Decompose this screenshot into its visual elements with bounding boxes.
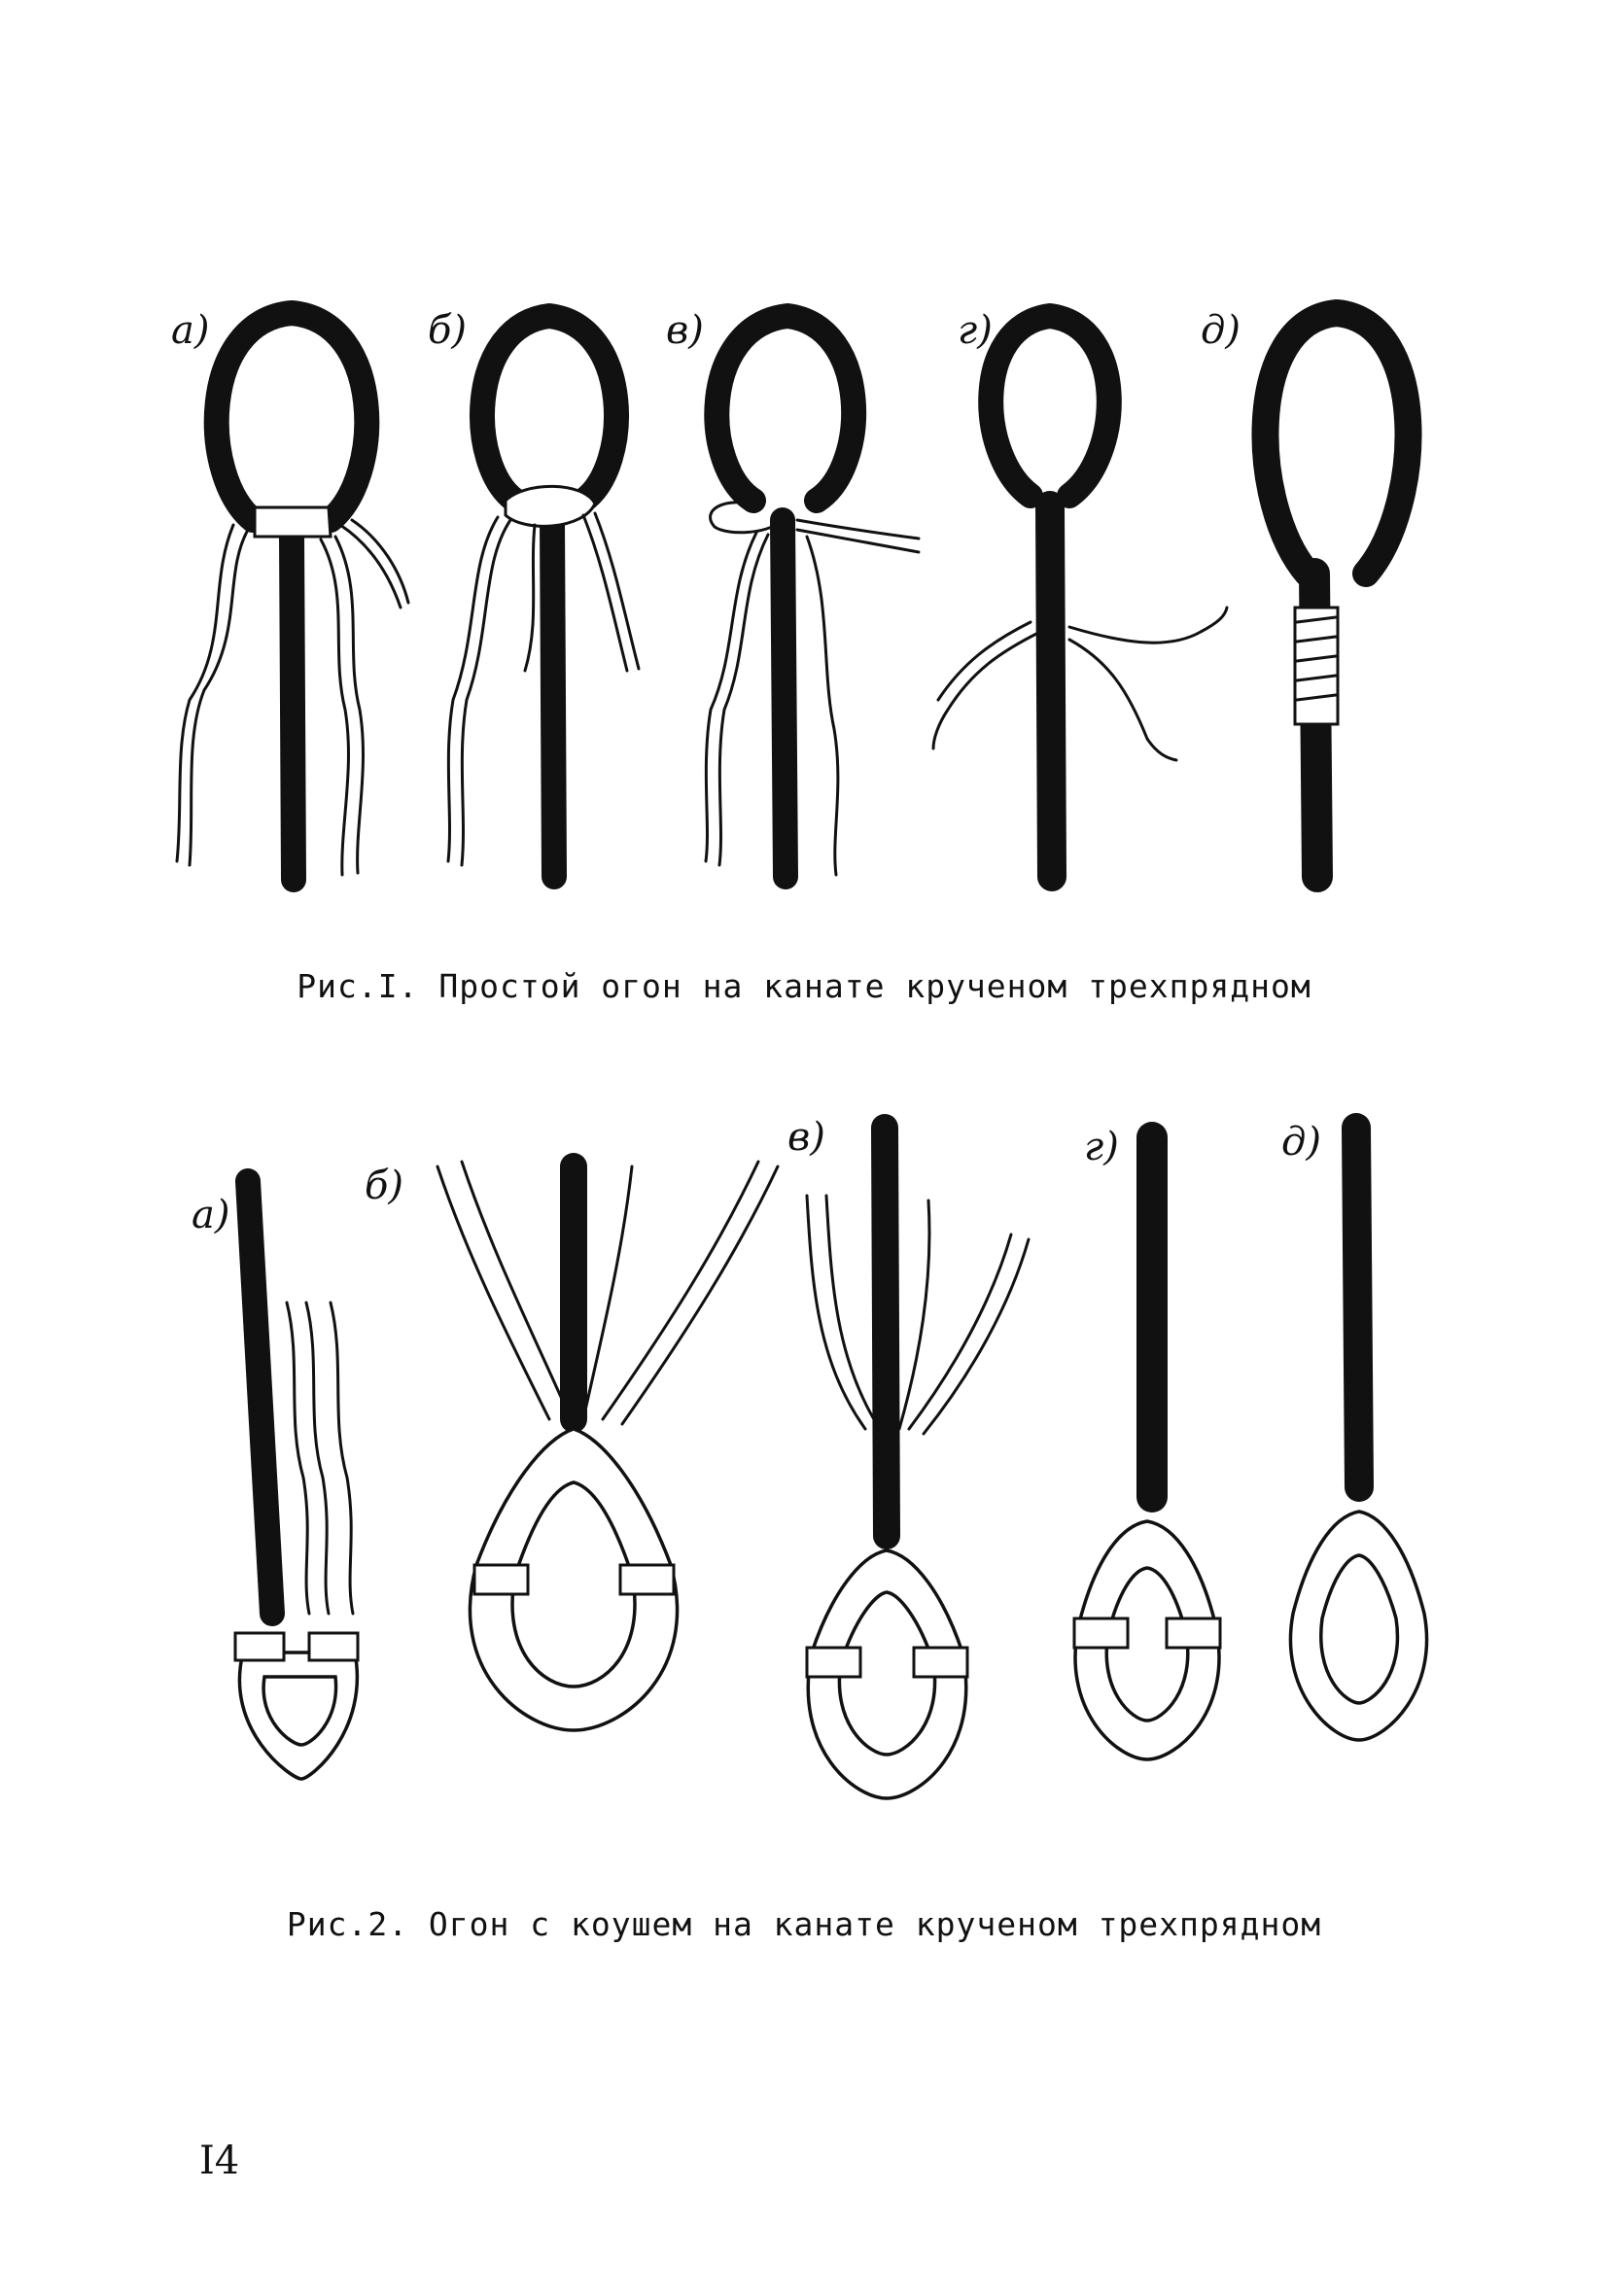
fig1-eye-d bbox=[1265, 313, 1408, 877]
fig2-thimble-g bbox=[1074, 1137, 1220, 1759]
fig1-label-g: г) bbox=[958, 308, 993, 353]
fig2-label-b: б) bbox=[365, 1164, 404, 1208]
fig1-label-b: б) bbox=[428, 308, 468, 353]
fig2-label-v: в) bbox=[787, 1115, 825, 1160]
fig1-label-v: в) bbox=[666, 308, 704, 353]
fig1-eye-v bbox=[706, 316, 919, 877]
fig2-thimble-b bbox=[437, 1162, 778, 1730]
figure-2-drawing bbox=[0, 1108, 1608, 1866]
figure-1-caption: Рис.I. Простой огон на канате крученом трехпрядном bbox=[297, 967, 1311, 1005]
fig2-label-d: д) bbox=[1281, 1120, 1321, 1165]
fig2-label-g: г) bbox=[1084, 1125, 1119, 1169]
fig1-eye-g bbox=[933, 316, 1227, 877]
figure-1 bbox=[0, 282, 1608, 904]
fig1-eye-b bbox=[448, 316, 639, 877]
figure-1-drawing bbox=[0, 282, 1608, 904]
page-number: I4 bbox=[199, 2139, 240, 2183]
fig2-label-a: а) bbox=[192, 1193, 230, 1237]
fig1-eye-a bbox=[177, 313, 408, 880]
fig2-thimble-v bbox=[807, 1128, 1029, 1798]
fig2-thimble-d bbox=[1290, 1128, 1426, 1740]
fig1-label-a: а) bbox=[171, 308, 210, 353]
figure-2-caption: Рис.2. Огон с коушем на канате крученом трехпрядном bbox=[286, 1905, 1322, 1943]
fig1-label-d: д) bbox=[1201, 308, 1241, 353]
fig2-thimble-a bbox=[235, 1181, 358, 1779]
figure-2 bbox=[0, 1108, 1608, 1866]
